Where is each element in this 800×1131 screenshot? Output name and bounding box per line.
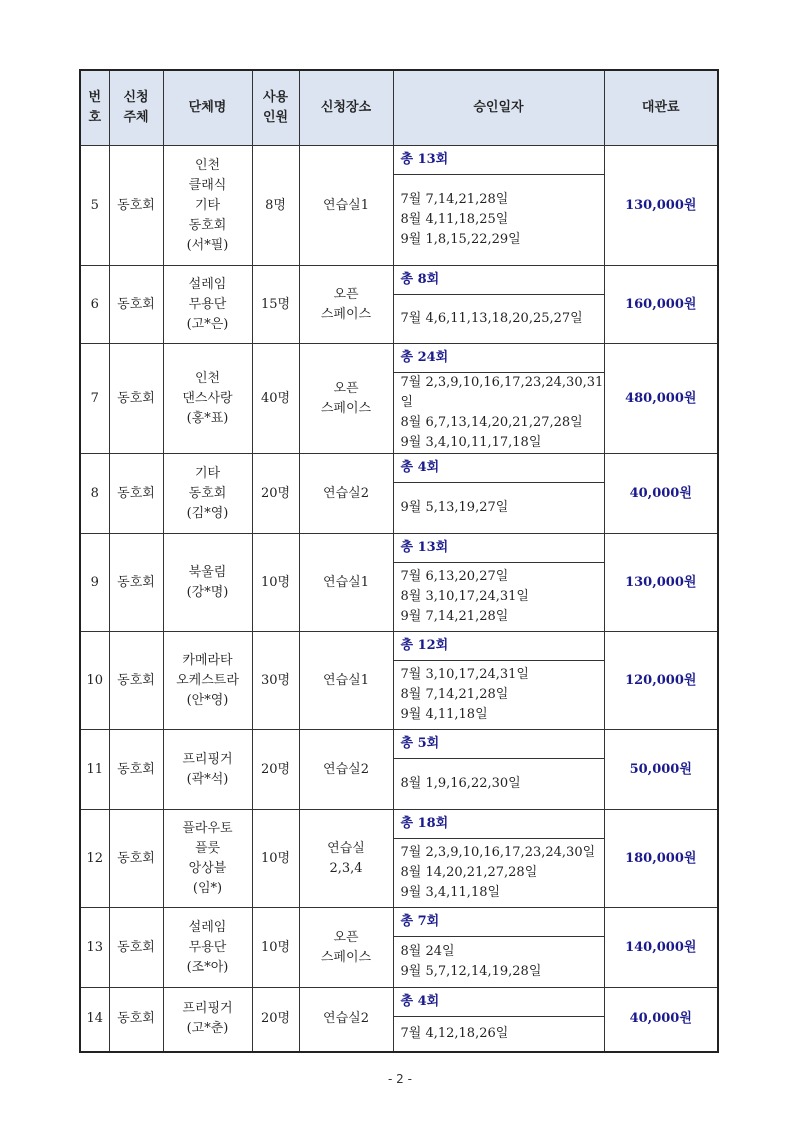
rental-place: 오픈 스페이스 bbox=[299, 344, 393, 454]
rental-fee: 160,000원 bbox=[604, 266, 718, 344]
applicant-type: 동호회 bbox=[109, 908, 163, 988]
header-row bbox=[80, 70, 718, 146]
row-number: 8 bbox=[80, 454, 109, 534]
rental-fee: 180,000원 bbox=[604, 810, 718, 908]
approved-dates: 7월 6,13,20,27일 8월 3,10,17,24,31일 9월 7,14,21,28일 bbox=[393, 563, 604, 632]
group-name: 설레임 무용단 (고*은) bbox=[163, 266, 252, 344]
approved-dates: 7월 4,12,18,26일 bbox=[393, 1017, 604, 1052]
total-sessions: 총 5회 bbox=[393, 730, 604, 759]
people-count: 20명 bbox=[252, 730, 299, 810]
row-number: 6 bbox=[80, 266, 109, 344]
rental-fee: 50,000원 bbox=[604, 730, 718, 810]
rental-fee: 140,000원 bbox=[604, 908, 718, 988]
rental-fee: 480,000원 bbox=[604, 344, 718, 454]
group-name: 북울림 (강*명) bbox=[163, 534, 252, 632]
group-name: 프리핑거 (고*춘) bbox=[163, 988, 252, 1052]
table-row bbox=[80, 632, 718, 661]
applicant-type: 동호회 bbox=[109, 266, 163, 344]
row-number: 10 bbox=[80, 632, 109, 730]
approved-dates: 7월 4,6,11,13,18,20,25,27일 bbox=[393, 295, 604, 344]
header-no: 번 호 bbox=[80, 70, 109, 146]
applicant-type: 동호회 bbox=[109, 810, 163, 908]
rental-place: 연습실2 bbox=[299, 988, 393, 1052]
total-sessions: 총 4회 bbox=[393, 454, 604, 483]
people-count: 40명 bbox=[252, 344, 299, 454]
rental-place: 연습실1 bbox=[299, 534, 393, 632]
group-name: 인천 클래식 기타 동호회 (서*필) bbox=[163, 146, 252, 266]
rental-fee: 130,000원 bbox=[604, 146, 718, 266]
approved-dates: 7월 7,14,21,28일 8월 4,11,18,25일 9월 1,8,15,22,29일 bbox=[393, 175, 604, 266]
total-sessions: 총 12회 bbox=[393, 632, 604, 661]
applicant-type: 동호회 bbox=[109, 454, 163, 534]
total-sessions: 총 4회 bbox=[393, 988, 604, 1017]
row-number: 11 bbox=[80, 730, 109, 810]
table-row bbox=[80, 146, 718, 175]
rental-place: 연습실 2,3,4 bbox=[299, 810, 393, 908]
group-name: 설레임 무용단 (조*아) bbox=[163, 908, 252, 988]
header-group: 단체명 bbox=[163, 70, 252, 146]
approved-dates: 9월 5,13,19,27일 bbox=[393, 483, 604, 534]
rental-approval-table bbox=[79, 69, 719, 1053]
row-number: 14 bbox=[80, 988, 109, 1052]
page-number: - 2 - bbox=[388, 1072, 412, 1086]
header-people: 사용 인원 bbox=[252, 70, 299, 146]
table-body bbox=[80, 146, 718, 1052]
header-fee: 대관료 bbox=[604, 70, 718, 146]
people-count: 15명 bbox=[252, 266, 299, 344]
rental-place: 연습실1 bbox=[299, 632, 393, 730]
people-count: 10명 bbox=[252, 908, 299, 988]
rental-place: 오픈 스페이스 bbox=[299, 266, 393, 344]
approved-dates: 8월 1,9,16,22,30일 bbox=[393, 759, 604, 810]
table-row bbox=[80, 988, 718, 1017]
approved-dates: 8월 24일 9월 5,7,12,14,19,28일 bbox=[393, 937, 604, 988]
people-count: 8명 bbox=[252, 146, 299, 266]
rental-fee: 130,000원 bbox=[604, 534, 718, 632]
applicant-type: 동호회 bbox=[109, 988, 163, 1052]
header-applicant: 신청 주체 bbox=[109, 70, 163, 146]
approved-dates: 7월 3,10,17,24,31일 8월 7,14,21,28일 9월 4,11,18일 bbox=[393, 661, 604, 730]
people-count: 20명 bbox=[252, 454, 299, 534]
total-sessions: 총 7회 bbox=[393, 908, 604, 937]
total-sessions: 총 13회 bbox=[393, 146, 604, 175]
total-sessions: 총 24회 bbox=[393, 344, 604, 373]
total-sessions: 총 8회 bbox=[393, 266, 604, 295]
people-count: 20명 bbox=[252, 988, 299, 1052]
table-row bbox=[80, 344, 718, 373]
table-row bbox=[80, 908, 718, 937]
applicant-type: 동호회 bbox=[109, 730, 163, 810]
row-number: 13 bbox=[80, 908, 109, 988]
rental-place: 연습실1 bbox=[299, 146, 393, 266]
row-number: 5 bbox=[80, 146, 109, 266]
table-row bbox=[80, 266, 718, 295]
applicant-type: 동호회 bbox=[109, 344, 163, 454]
row-number: 7 bbox=[80, 344, 109, 454]
rental-fee: 40,000원 bbox=[604, 988, 718, 1052]
table-row bbox=[80, 454, 718, 483]
group-name: 카메라타 오케스트라 (안*영) bbox=[163, 632, 252, 730]
header-dates: 승인일자 bbox=[393, 70, 604, 146]
table-row bbox=[80, 534, 718, 563]
rental-place: 연습실2 bbox=[299, 730, 393, 810]
people-count: 10명 bbox=[252, 810, 299, 908]
total-sessions: 총 13회 bbox=[393, 534, 604, 563]
table-row bbox=[80, 730, 718, 759]
people-count: 30명 bbox=[252, 632, 299, 730]
rental-place: 연습실2 bbox=[299, 454, 393, 534]
header-place: 신청장소 bbox=[299, 70, 393, 146]
applicant-type: 동호회 bbox=[109, 534, 163, 632]
applicant-type: 동호회 bbox=[109, 632, 163, 730]
applicant-type: 동호회 bbox=[109, 146, 163, 266]
row-number: 12 bbox=[80, 810, 109, 908]
rental-place: 오픈 스페이스 bbox=[299, 908, 393, 988]
table-row bbox=[80, 810, 718, 839]
group-name: 기타 동호회 (김*영) bbox=[163, 454, 252, 534]
group-name: 프리핑거 (곽*석) bbox=[163, 730, 252, 810]
total-sessions: 총 18회 bbox=[393, 810, 604, 839]
group-name: 인천 댄스사랑 (홍*표) bbox=[163, 344, 252, 454]
approved-dates: 7월 2,3,9,10,16,17,23,24,30일 8월 14,20,21,27,28일 9월 3,4,11,18일 bbox=[393, 839, 604, 908]
group-name: 플라우토 플룻 앙상블 (임*) bbox=[163, 810, 252, 908]
rental-fee: 120,000원 bbox=[604, 632, 718, 730]
table-header bbox=[80, 70, 718, 146]
row-number: 9 bbox=[80, 534, 109, 632]
people-count: 10명 bbox=[252, 534, 299, 632]
rental-fee: 40,000원 bbox=[604, 454, 718, 534]
approved-dates: 7월 2,3,9,10,16,17,23,24,30,31일 8월 6,7,13,14,20,21,27,28일 9월 3,4,10,11,17,18일 bbox=[393, 373, 604, 454]
